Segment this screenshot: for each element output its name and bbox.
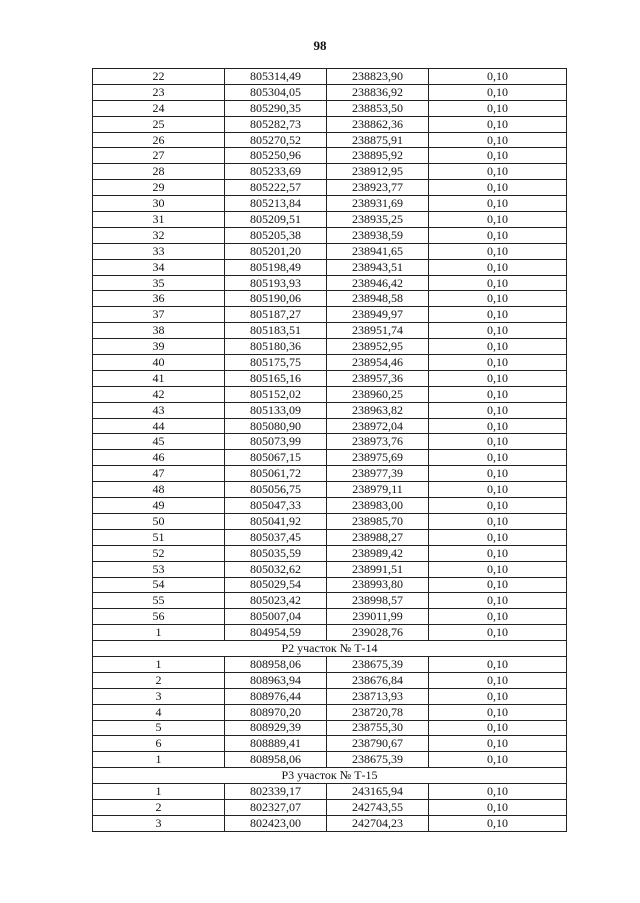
table-row — [93, 482, 567, 498]
x-coordinate-cell: 805201,20 — [225, 243, 327, 259]
point-number-cell: 2 — [93, 672, 225, 688]
y-coordinate-cell: 238862,36 — [327, 116, 429, 132]
x-coordinate-cell: 805007,04 — [225, 609, 327, 625]
table-row — [93, 625, 567, 641]
x-coordinate-cell: 802327,07 — [225, 799, 327, 815]
table-row — [93, 688, 567, 704]
y-coordinate-cell: 238960,25 — [327, 386, 429, 402]
y-coordinate-cell: 238988,27 — [327, 529, 429, 545]
x-coordinate-cell: 805037,45 — [225, 529, 327, 545]
accuracy-cell: 0,10 — [429, 132, 567, 148]
y-coordinate-cell: 238998,57 — [327, 593, 429, 609]
accuracy-cell: 0,10 — [429, 720, 567, 736]
accuracy-cell: 0,10 — [429, 100, 567, 116]
point-number-cell: 25 — [93, 116, 225, 132]
x-coordinate-cell: 805304,05 — [225, 84, 327, 100]
table-row — [93, 243, 567, 259]
accuracy-cell: 0,10 — [429, 752, 567, 768]
page-number: 98 — [313, 38, 327, 53]
accuracy-cell: 0,10 — [429, 513, 567, 529]
y-coordinate-cell: 239028,76 — [327, 625, 429, 641]
table-row — [93, 784, 567, 800]
point-number-cell: 39 — [93, 339, 225, 355]
table-row — [93, 434, 567, 450]
accuracy-cell: 0,10 — [429, 561, 567, 577]
accuracy-cell: 0,10 — [429, 355, 567, 371]
accuracy-cell: 0,10 — [429, 259, 567, 275]
y-coordinate-cell: 238943,51 — [327, 259, 429, 275]
point-number-cell: 23 — [93, 84, 225, 100]
y-coordinate-cell: 238675,39 — [327, 752, 429, 768]
point-number-cell: 37 — [93, 307, 225, 323]
x-coordinate-cell: 805198,49 — [225, 259, 327, 275]
point-number-cell: 1 — [93, 625, 225, 641]
y-coordinate-cell: 238790,67 — [327, 736, 429, 752]
coordinates-table — [92, 68, 567, 832]
table-row — [93, 180, 567, 196]
x-coordinate-cell: 805183,51 — [225, 323, 327, 339]
point-number-cell: 27 — [93, 148, 225, 164]
accuracy-cell: 0,10 — [429, 84, 567, 100]
y-coordinate-cell: 243165,94 — [327, 784, 429, 800]
table-row — [93, 212, 567, 228]
x-coordinate-cell: 805250,96 — [225, 148, 327, 164]
table-row — [93, 132, 567, 148]
point-number-cell: 35 — [93, 275, 225, 291]
point-number-cell: 1 — [93, 784, 225, 800]
table-row — [93, 577, 567, 593]
y-coordinate-cell: 238823,90 — [327, 69, 429, 85]
accuracy-cell: 0,10 — [429, 116, 567, 132]
table-row — [93, 148, 567, 164]
table-row — [93, 529, 567, 545]
y-coordinate-cell: 238972,04 — [327, 418, 429, 434]
x-coordinate-cell: 805047,33 — [225, 498, 327, 514]
table-row — [93, 450, 567, 466]
accuracy-cell: 0,10 — [429, 736, 567, 752]
point-number-cell: 28 — [93, 164, 225, 180]
y-coordinate-cell: 242743,55 — [327, 799, 429, 815]
table-row — [93, 275, 567, 291]
x-coordinate-cell: 808929,39 — [225, 720, 327, 736]
accuracy-cell: 0,10 — [429, 69, 567, 85]
table-row — [93, 561, 567, 577]
x-coordinate-cell: 805023,42 — [225, 593, 327, 609]
accuracy-cell: 0,10 — [429, 418, 567, 434]
x-coordinate-cell: 805213,84 — [225, 196, 327, 212]
x-coordinate-cell: 808976,44 — [225, 688, 327, 704]
y-coordinate-cell: 238991,51 — [327, 561, 429, 577]
point-number-cell: 41 — [93, 370, 225, 386]
table-row — [93, 227, 567, 243]
point-number-cell: 38 — [93, 323, 225, 339]
y-coordinate-cell: 238720,78 — [327, 704, 429, 720]
table-row — [93, 291, 567, 307]
point-number-cell: 54 — [93, 577, 225, 593]
y-coordinate-cell: 238948,58 — [327, 291, 429, 307]
table-row — [93, 386, 567, 402]
table-row — [93, 307, 567, 323]
x-coordinate-cell: 805165,16 — [225, 370, 327, 386]
point-number-cell: 46 — [93, 450, 225, 466]
accuracy-cell: 0,10 — [429, 672, 567, 688]
accuracy-cell: 0,10 — [429, 609, 567, 625]
accuracy-cell: 0,10 — [429, 275, 567, 291]
accuracy-cell: 0,10 — [429, 784, 567, 800]
x-coordinate-cell: 805209,51 — [225, 212, 327, 228]
accuracy-cell: 0,10 — [429, 688, 567, 704]
point-number-cell: 24 — [93, 100, 225, 116]
y-coordinate-cell: 238675,39 — [327, 656, 429, 672]
x-coordinate-cell: 805067,15 — [225, 450, 327, 466]
x-coordinate-cell: 805175,75 — [225, 355, 327, 371]
coordinates-table-body — [93, 69, 567, 832]
point-number-cell: 30 — [93, 196, 225, 212]
y-coordinate-cell: 238836,92 — [327, 84, 429, 100]
x-coordinate-cell: 805029,54 — [225, 577, 327, 593]
x-coordinate-cell: 805032,62 — [225, 561, 327, 577]
accuracy-cell: 0,10 — [429, 498, 567, 514]
table-row — [93, 84, 567, 100]
point-number-cell: 26 — [93, 132, 225, 148]
x-coordinate-cell: 808970,20 — [225, 704, 327, 720]
table-row — [93, 720, 567, 736]
x-coordinate-cell: 802423,00 — [225, 815, 327, 831]
point-number-cell: 33 — [93, 243, 225, 259]
y-coordinate-cell: 238973,76 — [327, 434, 429, 450]
table-row — [93, 752, 567, 768]
accuracy-cell: 0,10 — [429, 227, 567, 243]
y-coordinate-cell: 238977,39 — [327, 466, 429, 482]
y-coordinate-cell: 238941,65 — [327, 243, 429, 259]
accuracy-cell: 0,10 — [429, 466, 567, 482]
table-row — [93, 69, 567, 85]
table-row — [93, 418, 567, 434]
point-number-cell: 56 — [93, 609, 225, 625]
x-coordinate-cell: 805080,90 — [225, 418, 327, 434]
point-number-cell: 53 — [93, 561, 225, 577]
y-coordinate-cell: 238957,36 — [327, 370, 429, 386]
y-coordinate-cell: 238983,00 — [327, 498, 429, 514]
table-row — [93, 370, 567, 386]
point-number-cell: 1 — [93, 656, 225, 672]
y-coordinate-cell: 238895,92 — [327, 148, 429, 164]
y-coordinate-cell: 238985,70 — [327, 513, 429, 529]
y-coordinate-cell: 238713,93 — [327, 688, 429, 704]
accuracy-cell: 0,10 — [429, 196, 567, 212]
y-coordinate-cell: 238954,46 — [327, 355, 429, 371]
x-coordinate-cell: 805205,38 — [225, 227, 327, 243]
x-coordinate-cell: 805056,75 — [225, 482, 327, 498]
section-header-row — [93, 768, 567, 784]
table-row — [93, 498, 567, 514]
y-coordinate-cell: 242704,23 — [327, 815, 429, 831]
point-number-cell: 2 — [93, 799, 225, 815]
accuracy-cell: 0,10 — [429, 386, 567, 402]
point-number-cell: 5 — [93, 720, 225, 736]
accuracy-cell: 0,10 — [429, 799, 567, 815]
y-coordinate-cell: 238952,95 — [327, 339, 429, 355]
accuracy-cell: 0,10 — [429, 482, 567, 498]
accuracy-cell: 0,10 — [429, 593, 567, 609]
table-row — [93, 609, 567, 625]
accuracy-cell: 0,10 — [429, 577, 567, 593]
table-row — [93, 545, 567, 561]
point-number-cell: 52 — [93, 545, 225, 561]
table-row — [93, 815, 567, 831]
table-row — [93, 100, 567, 116]
point-number-cell: 6 — [93, 736, 225, 752]
x-coordinate-cell: 805282,73 — [225, 116, 327, 132]
table-row — [93, 196, 567, 212]
accuracy-cell: 0,10 — [429, 164, 567, 180]
accuracy-cell: 0,10 — [429, 625, 567, 641]
point-number-cell: 44 — [93, 418, 225, 434]
y-coordinate-cell: 238853,50 — [327, 100, 429, 116]
accuracy-cell: 0,10 — [429, 370, 567, 386]
x-coordinate-cell: 808958,06 — [225, 752, 327, 768]
table-row — [93, 736, 567, 752]
table-row — [93, 656, 567, 672]
y-coordinate-cell: 238951,74 — [327, 323, 429, 339]
x-coordinate-cell: 805193,93 — [225, 275, 327, 291]
table-row — [93, 704, 567, 720]
point-number-cell: 45 — [93, 434, 225, 450]
accuracy-cell: 0,10 — [429, 704, 567, 720]
y-coordinate-cell: 238938,59 — [327, 227, 429, 243]
y-coordinate-cell: 238923,77 — [327, 180, 429, 196]
x-coordinate-cell: 805152,02 — [225, 386, 327, 402]
x-coordinate-cell: 805190,06 — [225, 291, 327, 307]
x-coordinate-cell: 805222,57 — [225, 180, 327, 196]
accuracy-cell: 0,10 — [429, 815, 567, 831]
y-coordinate-cell: 238931,69 — [327, 196, 429, 212]
y-coordinate-cell: 238875,91 — [327, 132, 429, 148]
point-number-cell: 3 — [93, 688, 225, 704]
y-coordinate-cell: 238975,69 — [327, 450, 429, 466]
point-number-cell: 55 — [93, 593, 225, 609]
accuracy-cell: 0,10 — [429, 545, 567, 561]
table-row — [93, 672, 567, 688]
table-row — [93, 259, 567, 275]
point-number-cell: 31 — [93, 212, 225, 228]
y-coordinate-cell: 238912,95 — [327, 164, 429, 180]
x-coordinate-cell: 805270,52 — [225, 132, 327, 148]
y-coordinate-cell: 238993,80 — [327, 577, 429, 593]
table-row — [93, 593, 567, 609]
x-coordinate-cell: 802339,17 — [225, 784, 327, 800]
table-row — [93, 116, 567, 132]
accuracy-cell: 0,10 — [429, 656, 567, 672]
x-coordinate-cell: 805187,27 — [225, 307, 327, 323]
x-coordinate-cell: 805133,09 — [225, 402, 327, 418]
y-coordinate-cell: 238946,42 — [327, 275, 429, 291]
x-coordinate-cell: 805290,35 — [225, 100, 327, 116]
table-row — [93, 513, 567, 529]
table-row — [93, 466, 567, 482]
accuracy-cell: 0,10 — [429, 529, 567, 545]
point-number-cell: 47 — [93, 466, 225, 482]
point-number-cell: 1 — [93, 752, 225, 768]
accuracy-cell: 0,10 — [429, 291, 567, 307]
x-coordinate-cell: 805061,72 — [225, 466, 327, 482]
x-coordinate-cell: 805035,59 — [225, 545, 327, 561]
accuracy-cell: 0,10 — [429, 180, 567, 196]
table-row — [93, 799, 567, 815]
x-coordinate-cell: 805073,99 — [225, 434, 327, 450]
point-number-cell: 51 — [93, 529, 225, 545]
x-coordinate-cell: 805233,69 — [225, 164, 327, 180]
x-coordinate-cell: 805314,49 — [225, 69, 327, 85]
accuracy-cell: 0,10 — [429, 323, 567, 339]
y-coordinate-cell: 239011,99 — [327, 609, 429, 625]
x-coordinate-cell: 808963,94 — [225, 672, 327, 688]
y-coordinate-cell: 238963,82 — [327, 402, 429, 418]
accuracy-cell: 0,10 — [429, 212, 567, 228]
point-number-cell: 48 — [93, 482, 225, 498]
accuracy-cell: 0,10 — [429, 402, 567, 418]
accuracy-cell: 0,10 — [429, 243, 567, 259]
point-number-cell: 42 — [93, 386, 225, 402]
point-number-cell: 50 — [93, 513, 225, 529]
x-coordinate-cell: 808958,06 — [225, 656, 327, 672]
x-coordinate-cell: 805041,92 — [225, 513, 327, 529]
y-coordinate-cell: 238979,11 — [327, 482, 429, 498]
point-number-cell: 4 — [93, 704, 225, 720]
table-row — [93, 323, 567, 339]
table-row — [93, 164, 567, 180]
point-number-cell: 32 — [93, 227, 225, 243]
point-number-cell: 22 — [93, 69, 225, 85]
accuracy-cell: 0,10 — [429, 307, 567, 323]
y-coordinate-cell: 238755,30 — [327, 720, 429, 736]
table-row — [93, 339, 567, 355]
table-row — [93, 355, 567, 371]
point-number-cell: 3 — [93, 815, 225, 831]
accuracy-cell: 0,10 — [429, 148, 567, 164]
accuracy-cell: 0,10 — [429, 450, 567, 466]
x-coordinate-cell: 805180,36 — [225, 339, 327, 355]
point-number-cell: 49 — [93, 498, 225, 514]
table-row — [93, 402, 567, 418]
point-number-cell: 34 — [93, 259, 225, 275]
y-coordinate-cell: 238935,25 — [327, 212, 429, 228]
section-title: Р3 участок № Т-15 — [93, 768, 567, 784]
point-number-cell: 29 — [93, 180, 225, 196]
accuracy-cell: 0,10 — [429, 434, 567, 450]
point-number-cell: 40 — [93, 355, 225, 371]
y-coordinate-cell: 238676,84 — [327, 672, 429, 688]
x-coordinate-cell: 804954,59 — [225, 625, 327, 641]
point-number-cell: 43 — [93, 402, 225, 418]
x-coordinate-cell: 808889,41 — [225, 736, 327, 752]
y-coordinate-cell: 238989,42 — [327, 545, 429, 561]
accuracy-cell: 0,10 — [429, 339, 567, 355]
point-number-cell: 36 — [93, 291, 225, 307]
y-coordinate-cell: 238949,97 — [327, 307, 429, 323]
section-header-row — [93, 641, 567, 657]
section-title: Р2 участок № Т-14 — [93, 641, 567, 657]
